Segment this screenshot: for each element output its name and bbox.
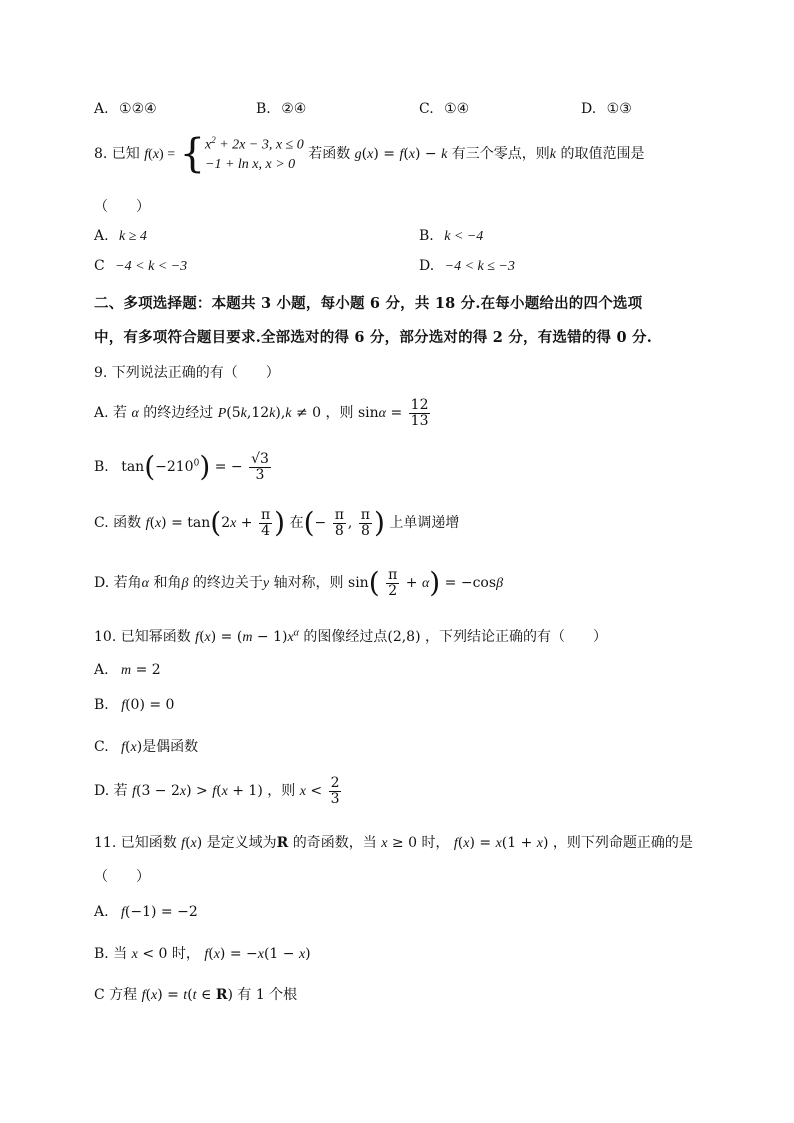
q10-b-label: B.	[94, 697, 109, 713]
fraction: $\frac{\pi}{8}$	[334, 507, 344, 539]
fraction: $\frac{√3}{3}$	[251, 451, 269, 483]
q11-option-c: C 方程 f(x) = t(t ∈ R) 有 1 个根	[94, 987, 298, 1003]
section-heading-line1: 二、多项选择题：本题共 3 小题，每小题 6 分，共 18 分.在每小题给出的四个选项	[94, 295, 643, 312]
q8-option-b	[419, 228, 483, 245]
q7-option-d	[581, 101, 632, 117]
option-label: C	[94, 258, 105, 274]
option-label: B.	[256, 101, 271, 117]
q10-c-label: C.	[94, 739, 109, 755]
option-label: B.	[419, 228, 434, 244]
q8-stem-suffix: 的取值范围是	[560, 146, 645, 163]
fraction: $\frac{\pi}{2}$	[388, 567, 398, 599]
q11-option-b: B. 当 x < 0 时， f(x) = −x(1 − x)	[94, 946, 311, 962]
option-label: C.	[419, 101, 434, 117]
q9-b-label: B.	[94, 459, 109, 476]
q11-stem-suffix: ，则下列命题正确的是	[552, 835, 693, 851]
option-text: ①③	[606, 101, 632, 117]
q11-stem-prefix: 11. 已知函数	[94, 835, 177, 851]
q8-stem-mid: 若函数	[308, 146, 351, 163]
q9-d-mid2: 的终边关于	[192, 575, 263, 592]
q10-option-c: C. f(x)是偶函数	[94, 739, 199, 755]
q11-b-mid: 时，	[171, 946, 200, 962]
q11-stem-mid3: 时，	[421, 835, 450, 851]
option-text: ①②④	[119, 101, 157, 117]
option-label: A.	[94, 101, 109, 117]
q9-a-mid2: ，则	[325, 405, 354, 422]
option-text: ①④	[444, 101, 470, 117]
option-text: −4 < k ≤ −3	[444, 259, 515, 274]
section-heading-line2: 中，有多项符合题目要求.全部选对的得 6 分，部分选对的得 2 分，有选错的得 0 分.	[94, 329, 652, 346]
q10-stem-suffix: ，下列结论正确的有（ ）	[425, 629, 608, 645]
q10-d-mid: ，则	[267, 783, 296, 800]
q10-option-b: B. f(0) = 0	[94, 697, 175, 713]
q9-d-mid: 和角	[153, 575, 182, 592]
option-label: A.	[94, 228, 109, 244]
q8-stem: 8. 已知 $f(x) = \{x^2 + 2x - 3$, x ≤ 0 −1 + ln x, x > 0 若函数 g(x) = f(x) − k 有三个零点，则k 的取值范围是	[94, 131, 645, 178]
brace-icon: {	[179, 131, 206, 178]
q9-a-prefix: A. 若	[94, 405, 128, 422]
q9-stem: 9. 下列说法正确的有（ ）	[94, 365, 280, 381]
q11-c-suffix: 有 1 个根	[237, 987, 298, 1003]
q10-a-label: A.	[94, 662, 109, 678]
q9-c-suffix: 上单调递增	[389, 515, 460, 532]
option-label: D.	[419, 258, 435, 274]
q8-stem-prefix: 8. 已知	[94, 146, 140, 163]
q7-option-a	[94, 101, 157, 117]
q10-stem: 10. 已知幂函数 $f(x) = (m - 1)x^\alpha$ 的图像经过点(2,8) ，下列结论正确的有（ ）	[94, 627, 608, 645]
q11-c-prefix: C 方程	[94, 987, 138, 1003]
q9-d-mid3: 轴对称，则	[273, 575, 344, 592]
q9-option-d: D. 若角α 和角β 的终边关于y 轴对称，则 sin( $\frac{\pi}{2}$ + α) = −cosβ	[94, 566, 504, 600]
q9-c-prefix: C. 函数	[94, 515, 142, 532]
q9-option-b: B. $\tan(-210^0)$ = − $\frac{√3}{3}$	[94, 450, 269, 484]
q8-option-d	[419, 258, 515, 275]
q7-option-c	[419, 101, 469, 117]
q9-d-prefix: D. 若角	[94, 575, 142, 592]
q9-a-mid: 的终边经过	[143, 405, 214, 422]
q10-option-a: A. m = 2	[94, 662, 161, 678]
q10-c-text: 是偶函数	[142, 739, 199, 755]
fraction: $\frac{\pi}{8}$	[360, 507, 370, 539]
q8-option-a	[94, 228, 147, 245]
fraction: $\frac{\pi}{4}$	[260, 507, 271, 539]
q8-piecewise: f	[144, 147, 149, 163]
q10-d-prefix: D. 若	[94, 783, 128, 800]
q11-stem-mid2: 的奇函数，当	[292, 835, 377, 851]
piecewise-cases: $x^2 + 2x - 3$, x ≤ 0 −1 + ln x, x > 0	[205, 135, 304, 172]
q11-option-a: A. f(−1) = −2	[94, 904, 198, 920]
q9-option-c: C. 函数 f(x) = tan(2x + $\frac{\pi}{4}$ ) 在(− $\frac{\pi}{8}$ , $\frac{\pi}{8}$ ) 上单调递增	[94, 506, 460, 540]
q10-stem-mid: 的图像经过点	[303, 629, 388, 645]
option-text: ②④	[281, 101, 307, 117]
q11-a-label: A.	[94, 904, 109, 920]
q9-option-a: A. 若 α 的终边经过 P(5k,12k),k ≠ 0 ，则 sinα = $\frac{12}{13}$	[94, 397, 429, 429]
option-text: k < −4	[444, 229, 484, 244]
q10-stem-prefix: 10. 已知幂函数	[94, 629, 191, 645]
fraction: $\frac{12}{13}$	[410, 397, 429, 429]
q8-option-c	[94, 258, 187, 275]
option-label: D.	[581, 101, 597, 117]
q10-option-d: D. 若 f(3 − 2x) > f(x + 1) ，则 x < $\frac{2}{3}$	[94, 775, 340, 807]
q8-paren: （ ）	[94, 199, 150, 215]
q11-stem: 11. 已知函数 f(x) 是定义域为R 的奇函数，当 x ≥ 0 时， f(x) = x(1 + x) ，则下列命题正确的是	[94, 835, 693, 851]
q8-stem-mid2: 有三个零点，则	[451, 146, 550, 163]
fraction: $\frac{2}{3}$	[330, 775, 340, 807]
q9-c-mid: 在	[289, 515, 304, 532]
q11-paren: （ ）	[94, 869, 150, 885]
q7-option-b	[256, 101, 306, 117]
q11-stem-mid: 是定义域为	[206, 835, 277, 851]
option-text: −4 < k < −3	[115, 259, 188, 274]
option-text: k ≥ 4	[119, 229, 147, 244]
q11-b-prefix: B. 当	[94, 946, 128, 962]
